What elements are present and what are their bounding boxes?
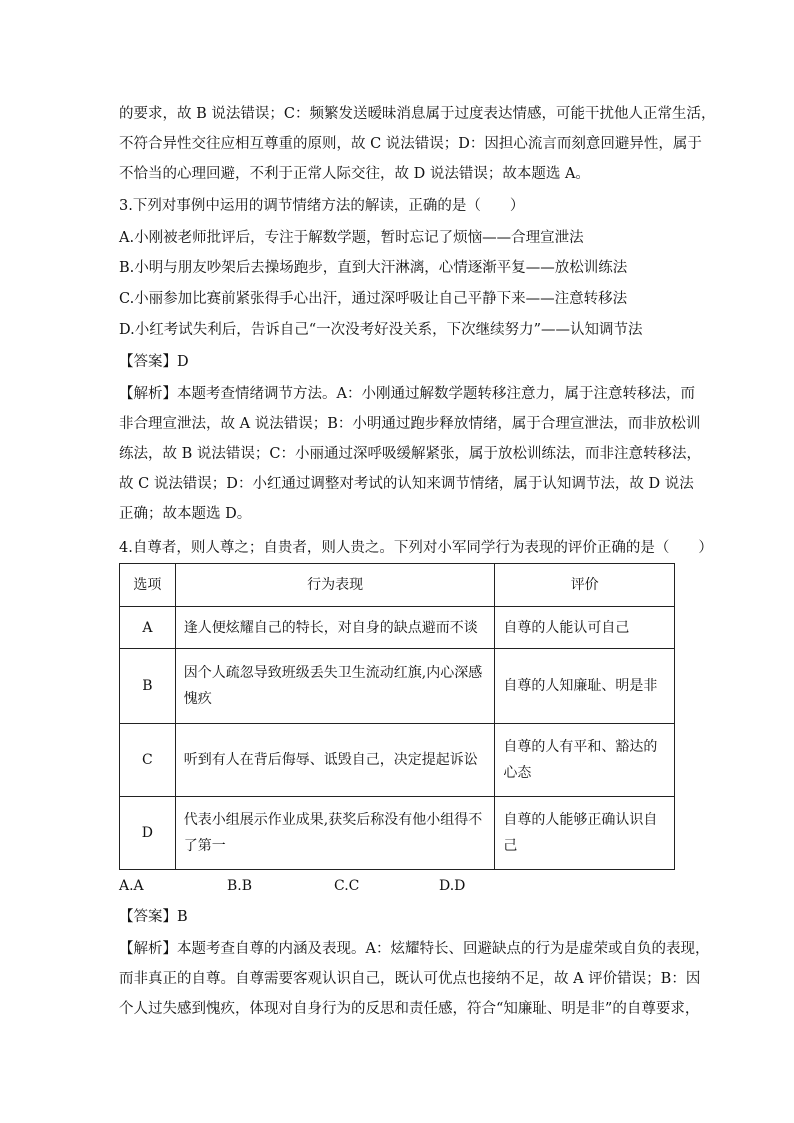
text-line: 不恰当的心理回避，不利于正常人际交往，故 D 说法错误；故本题选 A。 xyxy=(119,166,590,182)
question-4-analysis-line: 个人过失感到愧疚，体现对自身行为的反思和责任感，符合“知廉耻、明是非”的自尊要求， xyxy=(119,1001,700,1017)
question-3-option-a: A.小刚被老师批评后，专注于解数学题，暂时忘记了烦恼——合理宣泄法 xyxy=(119,230,584,246)
question-3-option-d: D.小红考试失利后，告诉自己“一次没考好没关系，下次继续努力”——认知调节法 xyxy=(119,322,643,338)
table-row xyxy=(120,649,675,724)
question-3-analysis-line: 非合理宣泄法，故 A 说法错误；B：小明通过跑步释放情绪，属于合理宣泄法，而非放松训 xyxy=(119,416,701,432)
header-option: 选项 xyxy=(120,564,176,607)
question-4-answer: 【答案】B xyxy=(119,909,188,925)
question-3-analysis-line: 练法，故 B 说法错误；C：小丽通过深呼吸缓解紧张，属于放松训练法，而非注意转移法， xyxy=(119,446,701,462)
row-behavior: 逢人便炫耀自己的特长，对自身的缺点避而不谈 xyxy=(175,607,495,649)
choice-a: A.A xyxy=(119,878,144,894)
question-4-analysis-line: 而非真正的自尊。自尊需要客观认识自己，既认可优点也接纳不足，故 A 评价错误；B：因 xyxy=(119,971,701,987)
question-3-answer: 【答案】D xyxy=(119,354,189,370)
row-evaluation: 自尊的人知廉耻、明是非 xyxy=(495,649,675,724)
question-3-stem: 3.下列对事例中运用的调节情绪方法的解读，正确的是（ ） xyxy=(119,198,525,214)
row-behavior: 代表小组展示作业成果,获奖后称没有他小组得不了第一 xyxy=(175,797,495,870)
question-4-stem: 4.自尊者，则人尊之；自贵者，则人贵之。下列对小军同学行为表现的评价正确的是（ ） xyxy=(119,540,713,556)
row-evaluation: 自尊的人有平和、豁达的心态 xyxy=(495,724,675,797)
row-evaluation: 自尊的人能够正确认识自己 xyxy=(495,797,675,870)
row-option: C xyxy=(120,724,176,797)
text-line: 的要求，故 B 说法错误；C：频繁发送暧昧消息属于过度表达情感，可能干扰他人正常生活， xyxy=(119,106,716,122)
row-option: D xyxy=(120,797,176,870)
row-option: B xyxy=(120,649,176,724)
row-option: A xyxy=(120,607,176,649)
text-line: 不符合异性交往应相互尊重的原则，故 C 说法错误；D：因担心流言而刻意回避异性，属于 xyxy=(119,136,702,152)
question-3-analysis-line: 【解析】本题考查情绪调节方法。A：小刚通过解数学题转移注意力，属于注意转移法，而 xyxy=(119,386,695,402)
row-evaluation: 自尊的人能认可自己 xyxy=(495,607,675,649)
table-row xyxy=(120,607,675,649)
row-behavior: 因个人疏忽导致班级丢失卫生流动红旗,内心深感愧疚 xyxy=(175,649,495,724)
header-evaluation: 评价 xyxy=(495,564,675,607)
table-header-row xyxy=(120,564,675,607)
header-behavior: 行为表现 xyxy=(175,564,495,607)
evaluation-table xyxy=(119,563,675,870)
table-row xyxy=(120,797,675,870)
question-3-option-c: C.小丽参加比赛前紧张得手心出汗，通过深呼吸让自己平静下来——注意转移法 xyxy=(119,291,628,307)
question-4-analysis-line: 【解析】本题考查自尊的内涵及表现。A：炫耀特长、回避缺点的行为是虚荣或自负的表现， xyxy=(119,941,710,957)
choice-d: D.D xyxy=(439,878,466,894)
row-behavior: 听到有人在背后侮辱、诋毁自己，决定提起诉讼 xyxy=(175,724,495,797)
question-3-option-b: B.小明与朋友吵架后去操场跑步，直到大汗淋漓，心情逐渐平复——放松训练法 xyxy=(119,260,628,276)
question-3-analysis-line: 正确；故本题选 D。 xyxy=(119,506,252,522)
question-3-analysis-line: 故 C 说法错误；D：小红通过调整对考试的认知来调节情绪，属于认知调节法，故 D 说法 xyxy=(119,476,694,492)
choice-c: C.C xyxy=(334,878,360,894)
choice-b: B.B xyxy=(227,878,253,894)
table-row xyxy=(120,724,675,797)
